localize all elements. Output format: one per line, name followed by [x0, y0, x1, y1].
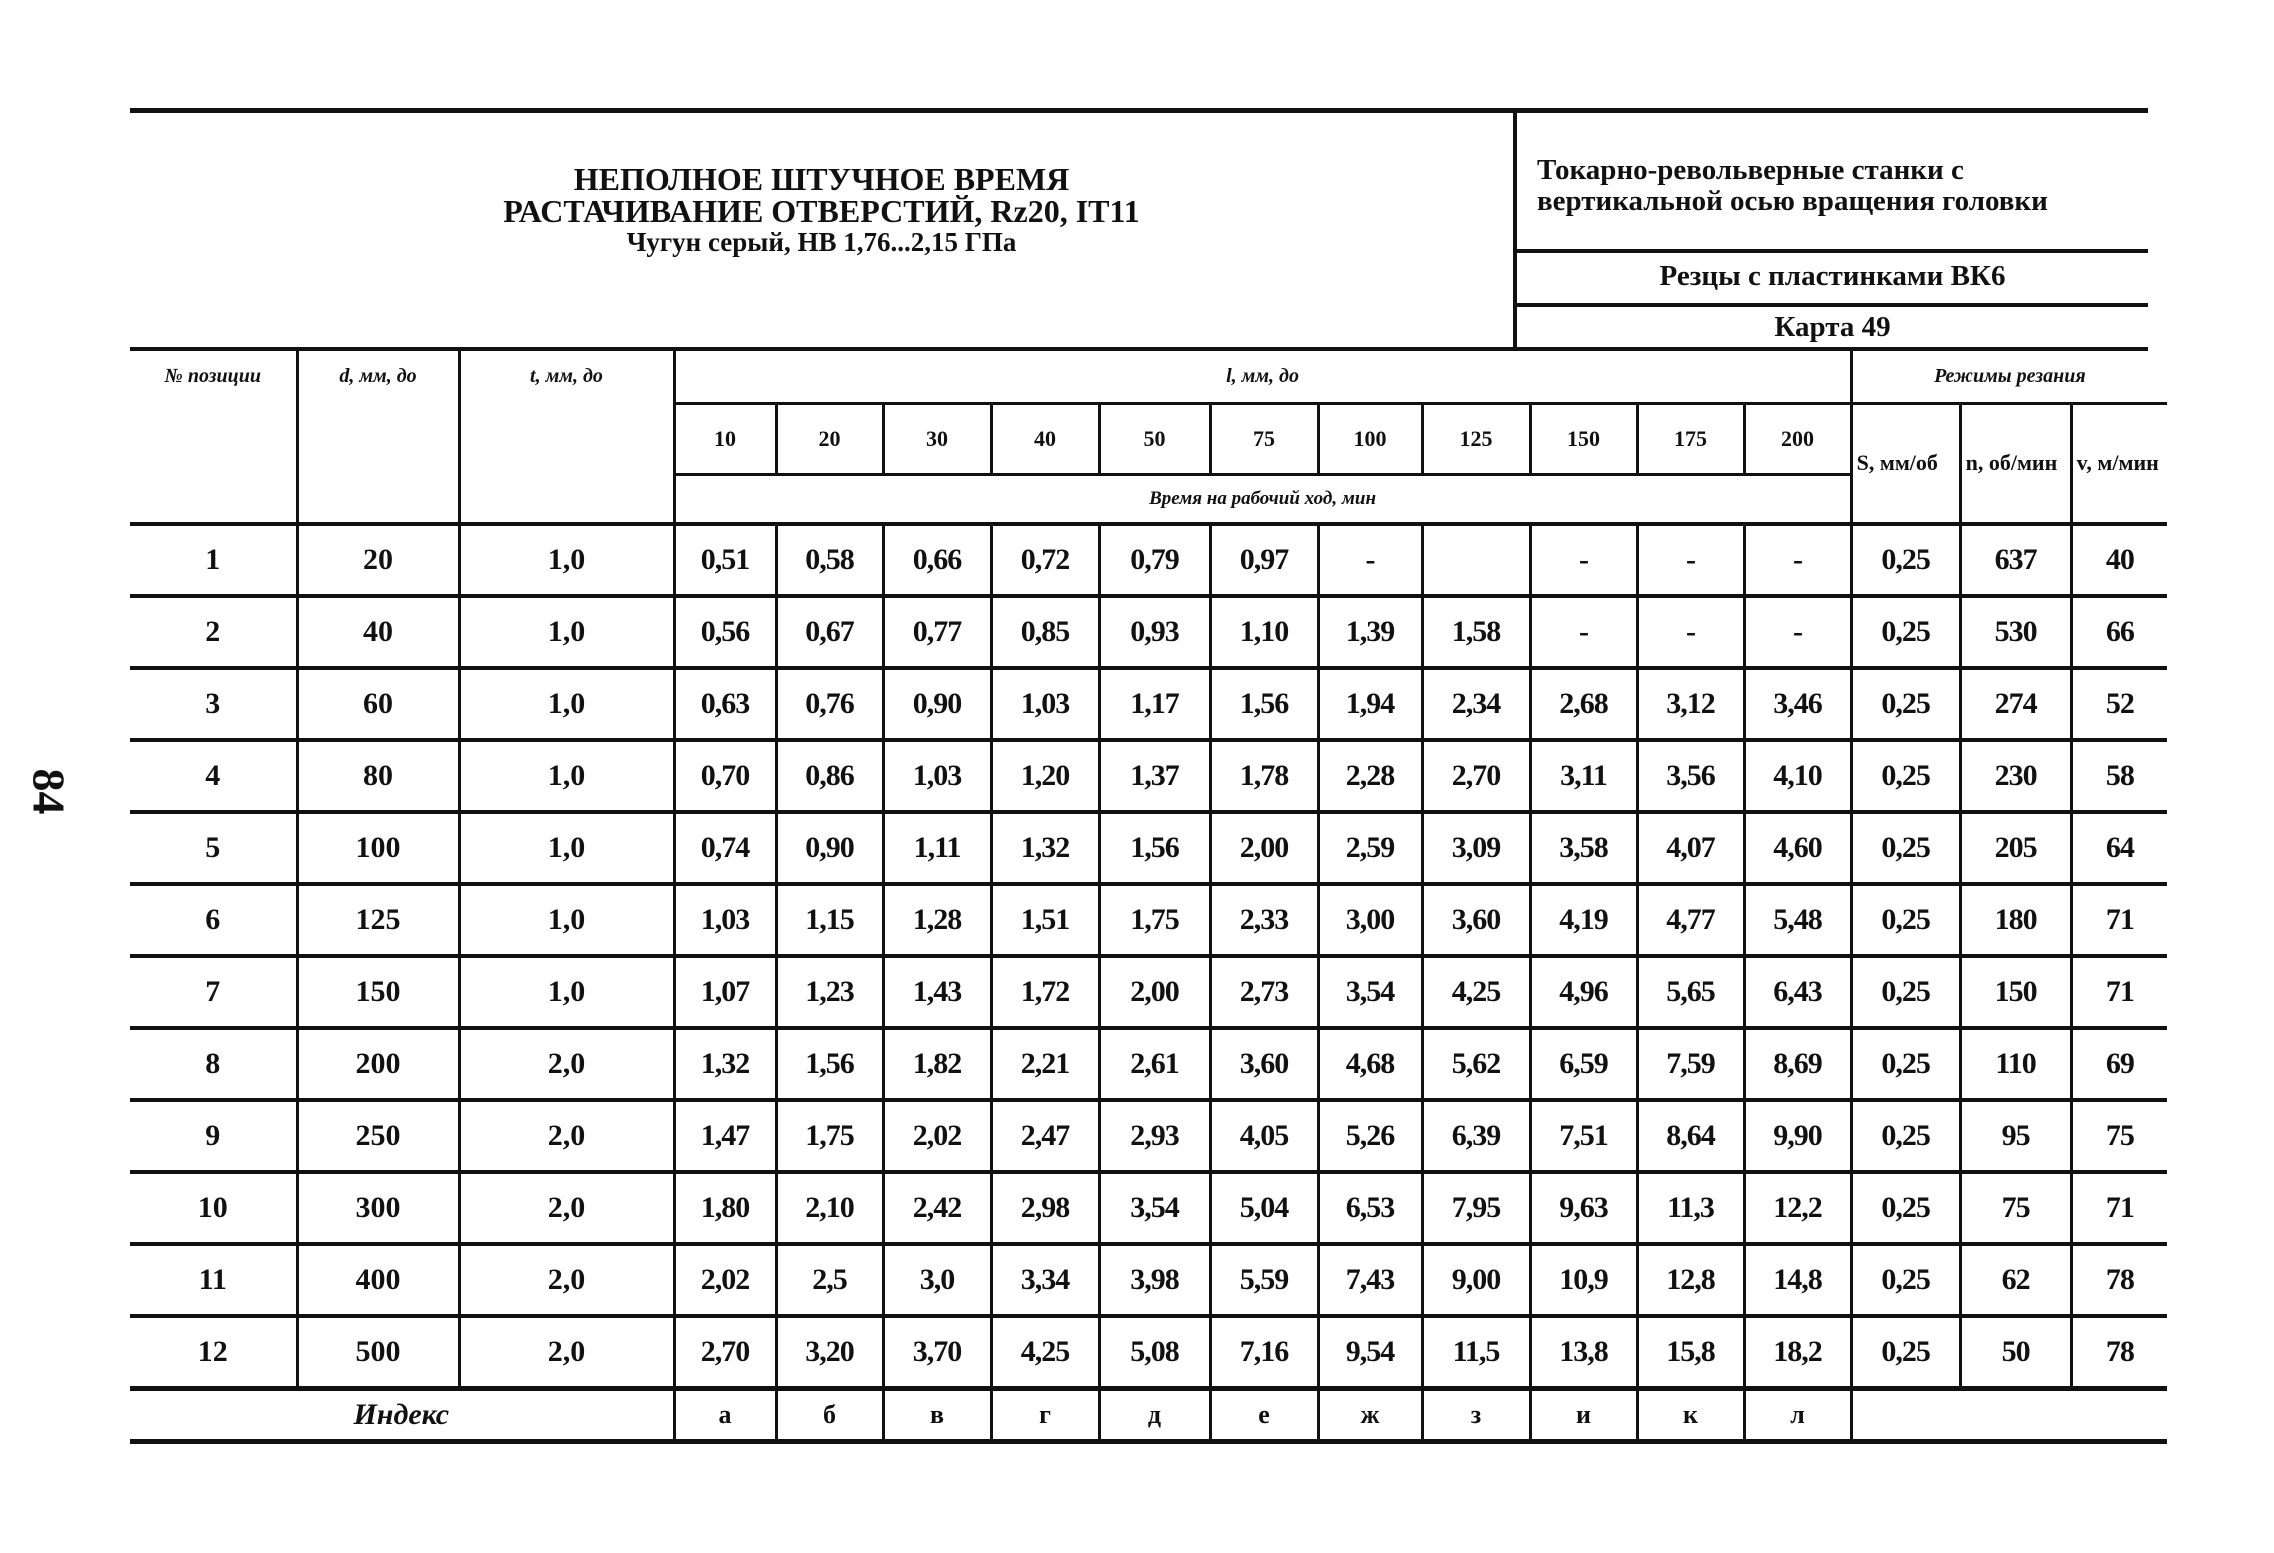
depth-cell: 1,0 — [459, 596, 674, 668]
time-cell: 0,70 — [674, 740, 776, 812]
time-cell: 3,09 — [1422, 812, 1530, 884]
length-value: 200 — [1744, 403, 1851, 474]
depth-cell: 2,0 — [459, 1028, 674, 1100]
col-speed-header: v, м/мин — [2071, 403, 2167, 524]
index-letter: к — [1637, 1388, 1744, 1441]
time-cell: 7,51 — [1530, 1100, 1637, 1172]
time-cell: 1,23 — [776, 956, 883, 1028]
depth-cell: 1,0 — [459, 884, 674, 956]
time-cell: 3,56 — [1637, 740, 1744, 812]
time-cell: 1,72 — [991, 956, 1099, 1028]
time-cell: - — [1318, 524, 1422, 596]
time-cell: 7,59 — [1637, 1028, 1744, 1100]
time-cell: 3,54 — [1318, 956, 1422, 1028]
depth-cell: 2,0 — [459, 1244, 674, 1316]
length-value: 40 — [991, 403, 1099, 474]
depth-cell: 2,0 — [459, 1172, 674, 1244]
index-letter: л — [1744, 1388, 1851, 1441]
feed-cell: 0,25 — [1851, 812, 1960, 884]
time-cell: - — [1744, 596, 1851, 668]
speed-cell: 71 — [2071, 884, 2167, 956]
time-cell: 1,75 — [1099, 884, 1210, 956]
time-cell: 2,00 — [1210, 812, 1318, 884]
time-cell: 14,8 — [1744, 1244, 1851, 1316]
diameter-cell: 150 — [297, 956, 459, 1028]
position-cell: 2 — [205, 614, 221, 648]
time-cell: 1,10 — [1210, 596, 1318, 668]
time-cell: 1,03 — [674, 884, 776, 956]
speed-cell: 64 — [2071, 812, 2167, 884]
rpm-cell: 110 — [1960, 1028, 2071, 1100]
length-value: 10 — [674, 403, 776, 474]
table-row — [130, 812, 2167, 884]
depth-cell: 1,0 — [459, 812, 674, 884]
table-body — [130, 524, 2167, 1389]
time-cell: 1,20 — [991, 740, 1099, 812]
speed-cell: 78 — [2071, 1244, 2167, 1316]
table-row — [130, 1316, 2167, 1389]
depth-cell: 2,0 — [459, 1316, 674, 1389]
diameter-cell: 80 — [297, 740, 459, 812]
time-cell: 9,90 — [1744, 1100, 1851, 1172]
time-cell: 0,63 — [674, 668, 776, 740]
speed-cell: 71 — [2071, 956, 2167, 1028]
position-cell: 11 — [198, 1262, 227, 1296]
doc-subtitle: Чугун серый, НВ 1,76...2,15 ГПа — [626, 227, 1017, 257]
time-cell: 0,85 — [991, 596, 1099, 668]
index-letter: д — [1099, 1388, 1210, 1441]
rpm-cell: 75 — [1960, 1172, 2071, 1244]
time-cell: 3,11 — [1530, 740, 1637, 812]
time-cell: 1,15 — [776, 884, 883, 956]
length-value: 20 — [776, 403, 883, 474]
time-cell: 0,66 — [883, 524, 991, 596]
time-cell: 2,93 — [1099, 1100, 1210, 1172]
time-cell: 3,98 — [1099, 1244, 1210, 1316]
time-cell: 5,48 — [1744, 884, 1851, 956]
spec-block — [1517, 113, 2148, 347]
time-cell: 3,20 — [776, 1316, 883, 1389]
depth-cell: 2,0 — [459, 1100, 674, 1172]
time-cell: 9,00 — [1422, 1244, 1530, 1316]
diameter-cell: 125 — [297, 884, 459, 956]
time-cell: 3,60 — [1422, 884, 1530, 956]
diameter-cell: 500 — [297, 1316, 459, 1389]
time-cell: 2,73 — [1210, 956, 1318, 1028]
time-cell: 7,43 — [1318, 1244, 1422, 1316]
time-cell: 0,72 — [991, 524, 1099, 596]
time-cell: - — [1637, 596, 1744, 668]
speed-cell: 66 — [2071, 596, 2167, 668]
rpm-cell: 205 — [1960, 812, 2071, 884]
time-cell: 0,79 — [1099, 524, 1210, 596]
time-cell: 0,90 — [883, 668, 991, 740]
diameter-cell: 250 — [297, 1100, 459, 1172]
index-letter: е — [1210, 1388, 1318, 1441]
time-cell: 2,47 — [991, 1100, 1099, 1172]
position-cell: 3 — [205, 686, 221, 720]
rpm-cell: 150 — [1960, 956, 2071, 1028]
time-cell: 5,04 — [1210, 1172, 1318, 1244]
length-value: 30 — [883, 403, 991, 474]
time-cell: 4,10 — [1744, 740, 1851, 812]
diameter-cell: 300 — [297, 1172, 459, 1244]
time-cell: 5,59 — [1210, 1244, 1318, 1316]
rpm-cell: 530 — [1960, 596, 2071, 668]
feed-cell: 0,25 — [1851, 1172, 1960, 1244]
time-cell: 11,3 — [1637, 1172, 1744, 1244]
time-cell: 4,68 — [1318, 1028, 1422, 1100]
time-cell: 2,98 — [991, 1172, 1099, 1244]
time-cell: 3,58 — [1530, 812, 1637, 884]
time-cell: 18,2 — [1744, 1316, 1851, 1389]
time-cell: 1,47 — [674, 1100, 776, 1172]
norm-card — [130, 108, 2159, 1444]
time-cell: 1,56 — [1210, 668, 1318, 740]
speed-cell: 78 — [2071, 1316, 2167, 1389]
col-position-header: № позиции — [164, 365, 261, 387]
time-cell: 1,80 — [674, 1172, 776, 1244]
time-cell: 1,82 — [883, 1028, 991, 1100]
time-cell: 6,39 — [1422, 1100, 1530, 1172]
time-cell: - — [1530, 524, 1637, 596]
table-row — [130, 1100, 2167, 1172]
doc-title-line1: НЕПОЛНОЕ ШТУЧНОЕ ВРЕМЯ — [573, 161, 1070, 197]
time-cell: 5,26 — [1318, 1100, 1422, 1172]
time-cell: 13,8 — [1530, 1316, 1637, 1389]
cutter-type: Резцы с пластинками ВК6 — [1517, 253, 2148, 307]
diameter-cell: 400 — [297, 1244, 459, 1316]
rpm-cell: 50 — [1960, 1316, 2071, 1389]
time-cell: 1,94 — [1318, 668, 1422, 740]
col-length-header: l, мм, до — [674, 351, 1851, 403]
time-cell: 2,00 — [1099, 956, 1210, 1028]
time-cell: 6,53 — [1318, 1172, 1422, 1244]
time-cell: 0,74 — [674, 812, 776, 884]
time-cell: 6,43 — [1744, 956, 1851, 1028]
index-blank — [1851, 1388, 2167, 1441]
table-row — [130, 596, 2167, 668]
time-cell: 4,60 — [1744, 812, 1851, 884]
position-cell: 4 — [205, 758, 221, 792]
time-cell: 2,34 — [1422, 668, 1530, 740]
time-cell: 4,19 — [1530, 884, 1637, 956]
time-cell: 9,63 — [1530, 1172, 1637, 1244]
position-cell: 9 — [205, 1118, 221, 1152]
speed-cell: 52 — [2071, 668, 2167, 740]
time-cell: 4,96 — [1530, 956, 1637, 1028]
time-cell: 4,25 — [991, 1316, 1099, 1389]
diameter-cell: 60 — [297, 668, 459, 740]
length-value: 125 — [1422, 403, 1530, 474]
speed-cell: 71 — [2071, 1172, 2167, 1244]
position-cell: 6 — [205, 902, 221, 936]
time-cell: 4,25 — [1422, 956, 1530, 1028]
col-regime-header: Режимы резания — [1851, 351, 2167, 403]
rpm-cell: 180 — [1960, 884, 2071, 956]
col-diameter-header: d, мм, до — [297, 351, 459, 524]
feed-cell: 0,25 — [1851, 668, 1960, 740]
position-cell: 10 — [197, 1190, 228, 1224]
time-cell: 0,90 — [776, 812, 883, 884]
index-letter: и — [1530, 1388, 1637, 1441]
time-cell: 3,70 — [883, 1316, 991, 1389]
time-cell: 5,62 — [1422, 1028, 1530, 1100]
time-cell: 11,5 — [1422, 1316, 1530, 1389]
time-cell: 0,56 — [674, 596, 776, 668]
index-letter: ж — [1318, 1388, 1422, 1441]
table-row — [130, 1028, 2167, 1100]
time-cell: 5,08 — [1099, 1316, 1210, 1389]
time-cell: 0,97 — [1210, 524, 1318, 596]
time-cell: 1,03 — [883, 740, 991, 812]
position-cell: 1 — [205, 542, 221, 576]
time-cell: 1,11 — [883, 812, 991, 884]
index-label: Индекс — [130, 1388, 674, 1441]
feed-cell: 0,25 — [1851, 1244, 1960, 1316]
feed-cell: 0,25 — [1851, 596, 1960, 668]
time-cell: - — [1637, 524, 1744, 596]
time-table — [130, 351, 2167, 1444]
time-cell: 2,28 — [1318, 740, 1422, 812]
machine-type — [1517, 113, 2148, 253]
rpm-cell: 230 — [1960, 740, 2071, 812]
time-cell: 15,8 — [1637, 1316, 1744, 1389]
time-cell: 1,39 — [1318, 596, 1422, 668]
speed-cell: 58 — [2071, 740, 2167, 812]
time-cell: 0,76 — [776, 668, 883, 740]
time-cell: 1,56 — [1099, 812, 1210, 884]
time-cell: 2,02 — [883, 1100, 991, 1172]
length-value: 175 — [1637, 403, 1744, 474]
diameter-cell: 100 — [297, 812, 459, 884]
time-cell: 0,51 — [674, 524, 776, 596]
time-cell: 1,75 — [776, 1100, 883, 1172]
table-row — [130, 956, 2167, 1028]
length-value: 75 — [1210, 403, 1318, 474]
page-number: 84 — [23, 768, 75, 815]
rpm-cell: 274 — [1960, 668, 2071, 740]
position-cell: 7 — [205, 974, 221, 1008]
time-cell: 3,54 — [1099, 1172, 1210, 1244]
rpm-cell: 62 — [1960, 1244, 2071, 1316]
position-cell: 12 — [197, 1334, 228, 1368]
title-block — [130, 113, 1517, 347]
time-cell: - — [1744, 524, 1851, 596]
doc-title-line2: РАСТАЧИВАНИЕ ОТВЕРСТИЙ, Rz20, IT11 — [503, 193, 1140, 229]
time-cell: 3,0 — [883, 1244, 991, 1316]
feed-cell: 0,25 — [1851, 1316, 1960, 1389]
time-cell: 1,32 — [674, 1028, 776, 1100]
time-cell: 0,58 — [776, 524, 883, 596]
feed-cell: 0,25 — [1851, 956, 1960, 1028]
time-cell: 3,46 — [1744, 668, 1851, 740]
time-cell: 4,07 — [1637, 812, 1744, 884]
time-cell: 4,05 — [1210, 1100, 1318, 1172]
depth-cell: 1,0 — [459, 740, 674, 812]
time-caption: Время на рабочий ход, мин — [674, 474, 1851, 524]
time-cell: 1,78 — [1210, 740, 1318, 812]
time-cell: 1,56 — [776, 1028, 883, 1100]
col-feed-header: S, мм/об — [1851, 403, 1960, 524]
time-cell: 9,54 — [1318, 1316, 1422, 1389]
table-row — [130, 884, 2167, 956]
time-cell: 8,64 — [1637, 1100, 1744, 1172]
time-cell: 3,12 — [1637, 668, 1744, 740]
time-cell: 0,67 — [776, 596, 883, 668]
time-cell: 7,16 — [1210, 1316, 1318, 1389]
time-cell: 1,03 — [991, 668, 1099, 740]
speed-cell: 75 — [2071, 1100, 2167, 1172]
time-cell: 3,34 — [991, 1244, 1099, 1316]
depth-cell: 1,0 — [459, 524, 674, 596]
time-cell: 1,07 — [674, 956, 776, 1028]
time-cell: 1,32 — [991, 812, 1099, 884]
feed-cell: 0,25 — [1851, 1028, 1960, 1100]
time-cell: 1,28 — [883, 884, 991, 956]
depth-cell: 1,0 — [459, 956, 674, 1028]
table-row — [130, 1172, 2167, 1244]
machine-line2: вертикальной осью вращения головки — [1537, 185, 2048, 217]
length-value: 100 — [1318, 403, 1422, 474]
time-cell: 2,10 — [776, 1172, 883, 1244]
table-row — [130, 524, 2167, 596]
card-number: Карта 49 — [1774, 311, 1891, 343]
time-cell: 12,8 — [1637, 1244, 1744, 1316]
time-cell: 1,43 — [883, 956, 991, 1028]
time-cell: 3,00 — [1318, 884, 1422, 956]
machine-line1: Токарно-револьверные станки с — [1537, 154, 1964, 186]
time-cell: 2,68 — [1530, 668, 1637, 740]
time-cell: 1,51 — [991, 884, 1099, 956]
time-cell: 10,9 — [1530, 1244, 1637, 1316]
card-header — [130, 113, 2148, 351]
table-row — [130, 1244, 2167, 1316]
time-cell: 0,86 — [776, 740, 883, 812]
length-value: 150 — [1530, 403, 1637, 474]
rpm-cell: 95 — [1960, 1100, 2071, 1172]
index-row — [130, 1388, 2167, 1441]
feed-cell: 0,25 — [1851, 1100, 1960, 1172]
diameter-cell: 200 — [297, 1028, 459, 1100]
time-cell: 1,37 — [1099, 740, 1210, 812]
depth-cell: 1,0 — [459, 668, 674, 740]
time-cell: 2,21 — [991, 1028, 1099, 1100]
col-depth-header: t, мм, до — [459, 351, 674, 524]
speed-cell: 40 — [2071, 524, 2167, 596]
rpm-cell: 637 — [1960, 524, 2071, 596]
time-cell: 2,02 — [674, 1244, 776, 1316]
position-cell: 5 — [205, 830, 221, 864]
index-letter: з — [1422, 1388, 1530, 1441]
col-rpm-header: n, об/мин — [1960, 403, 2071, 524]
feed-cell: 0,25 — [1851, 740, 1960, 812]
time-cell: 2,70 — [1422, 740, 1530, 812]
speed-cell: 69 — [2071, 1028, 2167, 1100]
time-cell: 0,77 — [883, 596, 991, 668]
time-cell: 3,60 — [1210, 1028, 1318, 1100]
time-cell: 0,93 — [1099, 596, 1210, 668]
table-row — [130, 668, 2167, 740]
index-letter: в — [883, 1388, 991, 1441]
time-cell: 2,61 — [1099, 1028, 1210, 1100]
time-cell: 2,70 — [674, 1316, 776, 1389]
time-cell: 1,58 — [1422, 596, 1530, 668]
feed-cell: 0,25 — [1851, 524, 1960, 596]
index-letter: б — [776, 1388, 883, 1441]
time-cell: 4,77 — [1637, 884, 1744, 956]
time-cell: 12,2 — [1744, 1172, 1851, 1244]
time-cell: 2,5 — [776, 1244, 883, 1316]
time-cell: 2,59 — [1318, 812, 1422, 884]
diameter-cell: 20 — [297, 524, 459, 596]
feed-cell: 0,25 — [1851, 884, 1960, 956]
time-cell: 6,59 — [1530, 1028, 1637, 1100]
length-value: 50 — [1099, 403, 1210, 474]
time-cell — [1422, 524, 1530, 596]
time-cell: 2,42 — [883, 1172, 991, 1244]
time-cell: - — [1530, 596, 1637, 668]
time-cell: 1,17 — [1099, 668, 1210, 740]
index-letter: а — [674, 1388, 776, 1441]
index-letter: г — [991, 1388, 1099, 1441]
time-cell: 5,65 — [1637, 956, 1744, 1028]
time-cell: 2,33 — [1210, 884, 1318, 956]
time-cell: 7,95 — [1422, 1172, 1530, 1244]
table-row — [130, 740, 2167, 812]
position-cell: 8 — [205, 1046, 221, 1080]
time-cell: 8,69 — [1744, 1028, 1851, 1100]
diameter-cell: 40 — [297, 596, 459, 668]
